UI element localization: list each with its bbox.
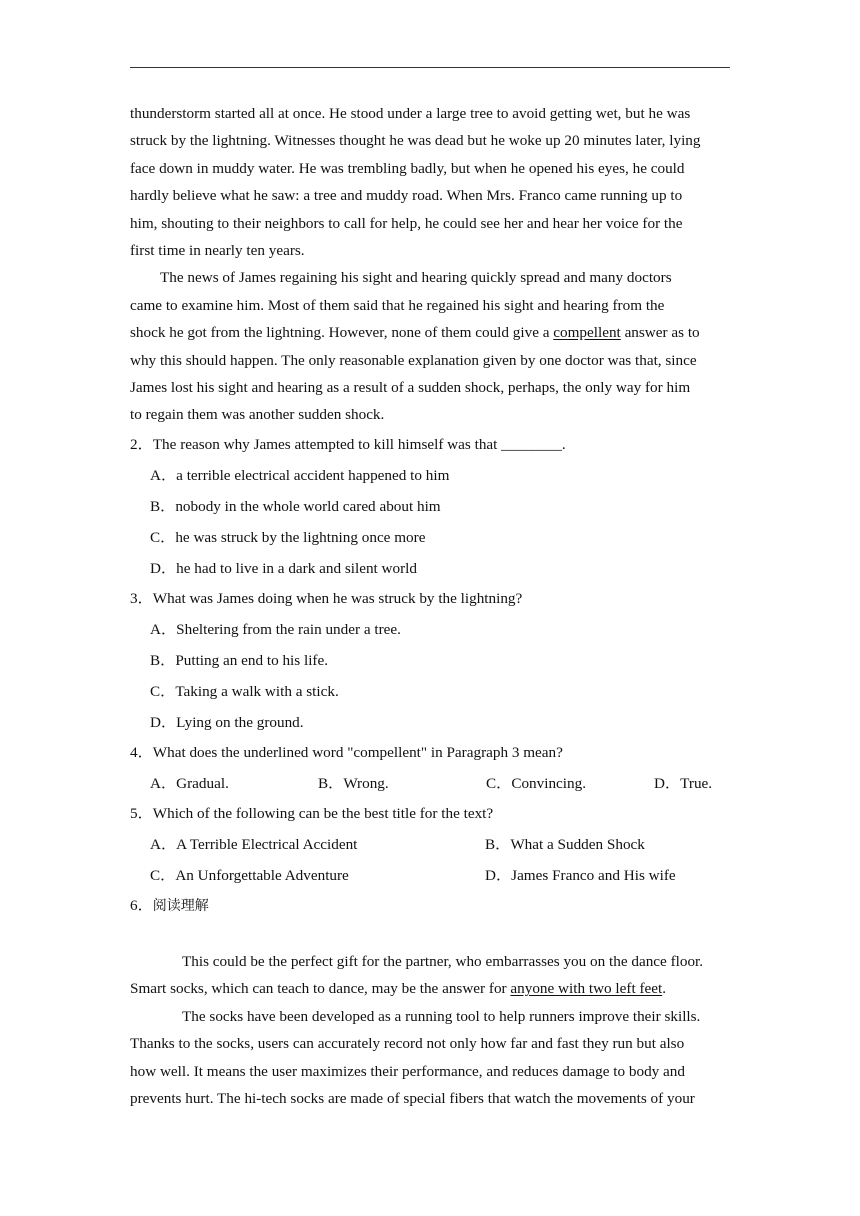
question-6-label: 阅读理解 bbox=[152, 897, 209, 914]
question-2-stem: 2．The reason why James attempted to kill himself was that ________. bbox=[130, 435, 566, 453]
passage2 bbox=[130, 948, 730, 1112]
text-line: hardly believe what he saw: a tree and muddy road. When Mrs. Franco came running up to bbox=[130, 187, 683, 205]
text-line: The socks have been developed as a running tool to help runners improve their skills. bbox=[182, 1007, 701, 1025]
question-5-option-a[interactable]: A．A Terrible Electrical Accident bbox=[150, 835, 358, 853]
question-5-option-b[interactable]: B．What a Sudden Shock bbox=[485, 835, 645, 853]
question-3-option-b[interactable]: B．Putting an end to his life. bbox=[150, 651, 329, 669]
text-segment: . bbox=[662, 980, 667, 998]
question-4-option-b[interactable]: B．Wrong. bbox=[318, 774, 389, 792]
text-line: The news of James regaining his sight and hearing quickly spread and many doctors bbox=[160, 269, 672, 287]
passage2-paragraph-2 bbox=[130, 1003, 730, 1113]
question-5-option-d[interactable]: D．James Franco and His wife bbox=[485, 866, 676, 884]
text-line: James lost his sight and hearing as a result of a sudden shock, perhaps, the only way for him bbox=[130, 379, 691, 397]
question-2-option-d[interactable]: D．he had to live in a dark and silent world bbox=[150, 559, 417, 577]
question-5-option-c[interactable]: C．An Unforgettable Adventure bbox=[150, 866, 349, 884]
question-3-option-d[interactable]: D．Lying on the ground. bbox=[150, 713, 304, 731]
question-3-stem: 3．What was James doing when he was struck by the lightning? bbox=[130, 589, 523, 607]
question-2-option-c[interactable]: C．he was struck by the lightning once more bbox=[150, 528, 426, 546]
question-6-number: 6． bbox=[130, 896, 153, 914]
passage1-paragraph-continued bbox=[130, 100, 730, 264]
text-line: to regain them was another sudden shock. bbox=[130, 406, 385, 424]
question-2-option-a[interactable]: A．a terrible electrical accident happened to him bbox=[150, 466, 450, 484]
text-line: thunderstorm started all at once. He stood under a large tree to avoid getting wet, but he was bbox=[130, 105, 691, 122]
text-line: Thanks to the socks, users can accurately record not only how far and fast they run but also bbox=[130, 1035, 685, 1053]
question-4-options bbox=[130, 770, 730, 798]
question-5-stem: 5．Which of the following can be the best title for the text? bbox=[130, 804, 494, 822]
question-4-option-c[interactable]: C．Convincing. bbox=[486, 774, 586, 792]
question-2-option-b[interactable]: B．nobody in the whole world cared about him bbox=[150, 497, 441, 515]
text-segment: Smart socks, which can teach to dance, may be the answer for bbox=[130, 980, 511, 998]
text-line: This could be the perfect gift for the partner, who embarrasses you on the dance floor. bbox=[182, 952, 704, 970]
question-5-options-row-2 bbox=[130, 862, 730, 890]
text-segment: answer as to bbox=[620, 324, 700, 342]
text-segment: shock he got from the lightning. However, none of them could give a bbox=[130, 324, 554, 342]
question-4-option-d[interactable]: D．True. bbox=[654, 774, 713, 792]
passage2-paragraph-1 bbox=[130, 948, 730, 1003]
header-rule bbox=[130, 67, 730, 68]
text-line bbox=[130, 975, 730, 1002]
question-3-option-a[interactable]: A．Sheltering from the rain under a tree. bbox=[150, 620, 401, 638]
text-line bbox=[130, 319, 730, 346]
question-5-options-row-1 bbox=[130, 831, 730, 859]
text-line: first time in nearly ten years. bbox=[130, 242, 305, 260]
question-4-option-a[interactable]: A．Gradual. bbox=[150, 774, 229, 792]
text-line: struck by the lightning. Witnesses thought he was dead but he woke up 20 minutes later, lying bbox=[130, 132, 701, 150]
text-line: face down in muddy water. He was trembling badly, but when he opened his eyes, he could bbox=[130, 159, 685, 177]
underlined-phrase: anyone with two left feet bbox=[510, 980, 663, 998]
text-line: why this should happen. The only reasonable explanation given by one doctor was that, since bbox=[130, 351, 697, 369]
text-line: prevents hurt. The hi-tech socks are made of special fibers that watch the movements of your bbox=[130, 1089, 695, 1107]
question-4-stem: 4．What does the underlined word "compellent" in Paragraph 3 mean? bbox=[130, 743, 563, 761]
question-3-option-c[interactable]: C．Taking a walk with a stick. bbox=[150, 682, 339, 700]
underlined-word-compellent: compellent bbox=[553, 324, 621, 342]
document-content bbox=[130, 100, 730, 1112]
passage1-paragraph-3 bbox=[130, 264, 730, 428]
text-line: how well. It means the user maximizes their performance, and reduces damage to body and bbox=[130, 1062, 685, 1080]
text-line: him, shouting to their neighbors to call for help, he could see her and hear her voice for the bbox=[130, 214, 683, 232]
text-line: came to examine him. Most of them said that he regained his sight and hearing from the bbox=[130, 296, 665, 314]
question-6-heading bbox=[130, 892, 730, 920]
